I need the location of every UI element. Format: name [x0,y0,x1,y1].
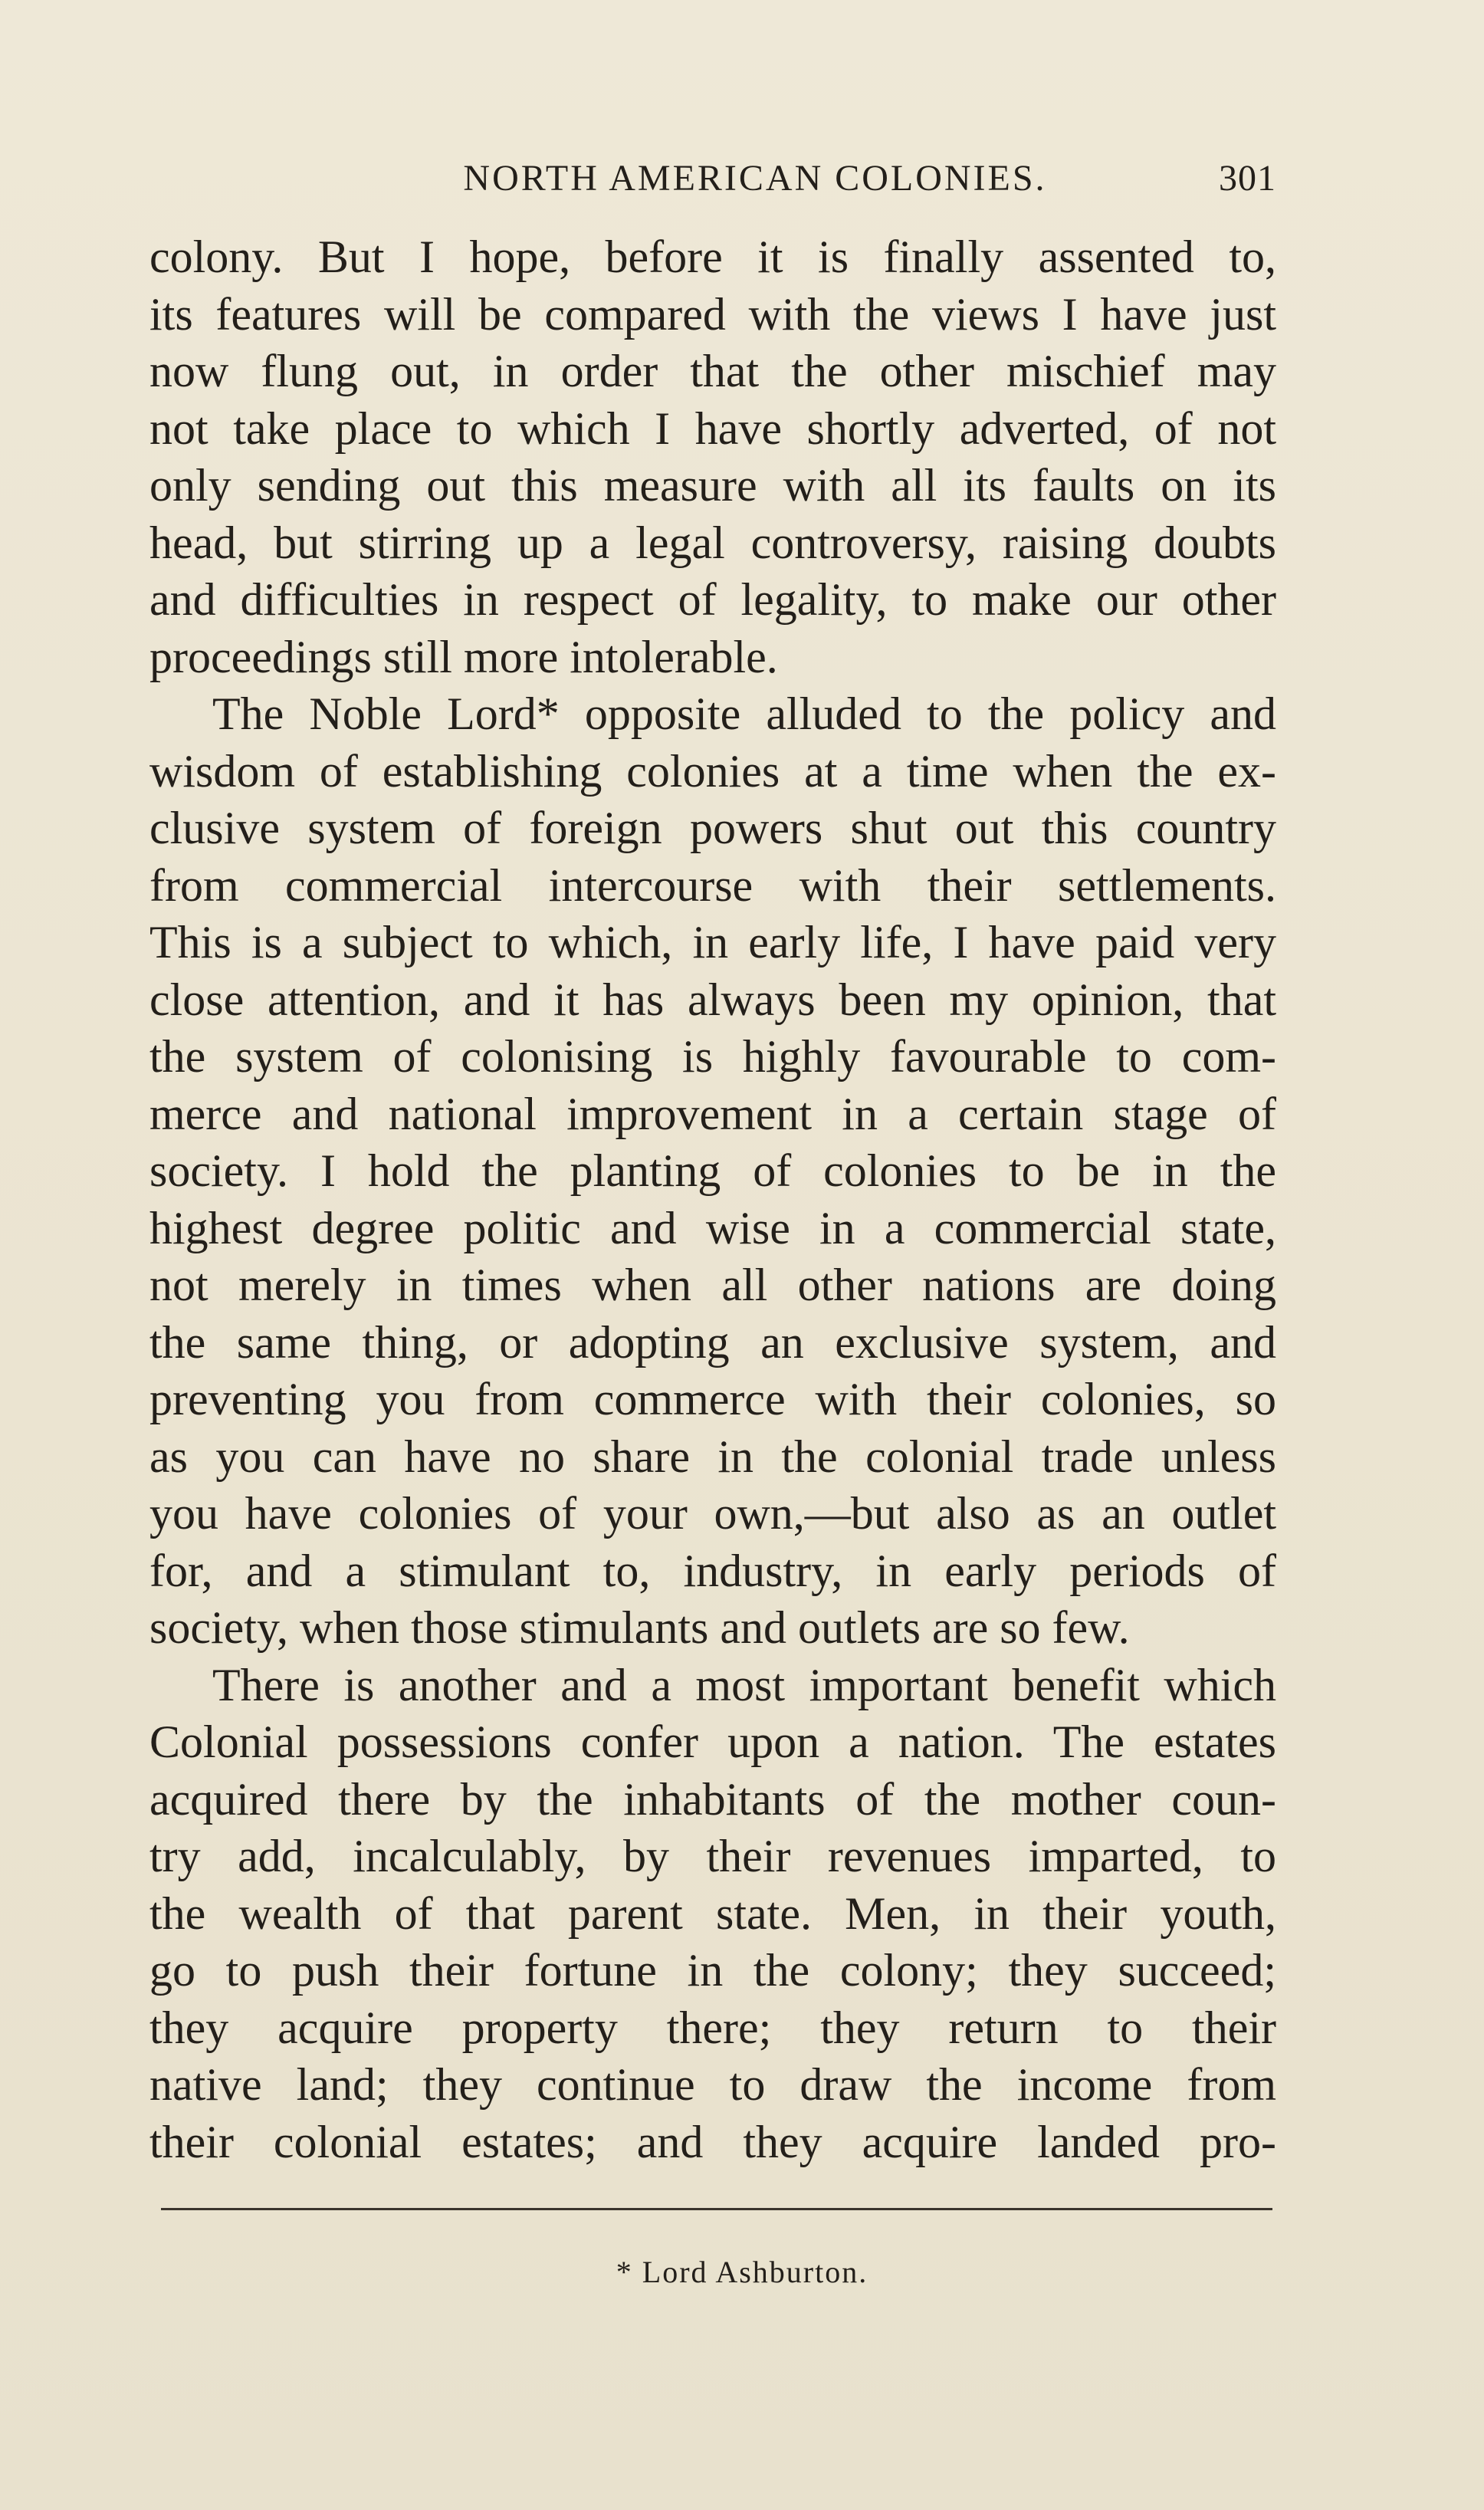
text-line: try add, incalculably, by their revenues imparted, to [149,1831,1276,1881]
text-line: go to push their fortune in the colony; they succeed; [149,1945,1276,1996]
text-line: society, when those stimulants and outlets are so few. [149,1602,1130,1653]
text-line: Colonial possessions confer upon a nation. The estates [149,1717,1276,1767]
text-line: from commercial intercourse with their settlements. [149,859,1276,911]
body-text [149,228,1276,2170]
text-line: preventing you from commerce with their colonies, so [149,1374,1276,1424]
text-line: wisdom of establishing colonies at a time when the ex- [149,745,1276,797]
text-line: not take place to which I have shortly adverted, of not [149,402,1276,454]
text-line: not merely in times when all other nations are doing [149,1260,1276,1310]
text-line: The Noble Lord* opposite alluded to the policy and [212,688,1276,739]
text-line: close attention, and it has always been my opinion, that [149,974,1276,1025]
text-line: now flung out, in order that the other mischief may [149,346,1276,396]
running-head [149,157,1276,211]
text-line: society. I hold the planting of colonies to be in the [149,1145,1276,1196]
running-head-title: NORTH AMERICAN COLONIES. [463,158,1047,199]
text-line: they acquire property there; they return to their [149,2002,1276,2053]
text-line: native land; they continue to draw the income from [149,2059,1276,2110]
text-line: merce and national improvement in a certain stage of [149,1088,1276,1139]
text-line: the same thing, or adopting an exclusive system, and [149,1316,1276,1368]
footnote: * Lord Ashburton. [616,2255,868,2289]
text-line: acquired there by the inhabitants of the mother coun- [149,1773,1276,1825]
text-line: you have colonies of your own,—but also as an outlet [149,1488,1276,1539]
text-line: clusive system of foreign powers shut out this country [149,803,1276,853]
text-line: proceedings still more intolerable. [149,631,778,682]
text-line: head, but stirring up a legal controversy, raising doubts [149,517,1276,568]
text-line: There is another and a most important benefit which [212,1659,1276,1710]
text-line: as you can have no share in the colonial trade unless [149,1431,1276,1482]
text-line: This is a subject to which, in early life, I have paid very [149,917,1276,968]
text-line: and difficulties in respect of legality, to make our other [149,574,1276,625]
text-line: their colonial estates; and they acquire landed pro- [149,2116,1276,2167]
text-line: highest degree politic and wise in a commercial state, [149,1202,1276,1253]
footnote-divider [161,2208,1272,2210]
page-number: 301 [1219,158,1276,199]
text-line: for, and a stimulant to, industry, in early periods of [149,1545,1276,1596]
text-line: only sending out this measure with all its faults on its [149,460,1276,511]
text-line: its features will be compared with the views I have just [149,288,1276,340]
text-line: the wealth of that parent state. Men, in their youth, [149,1887,1276,1939]
text-line: colony. But I hope, before it is finally assented to, [149,232,1276,282]
text-line: the system of colonising is highly favourable to com- [149,1031,1276,1082]
